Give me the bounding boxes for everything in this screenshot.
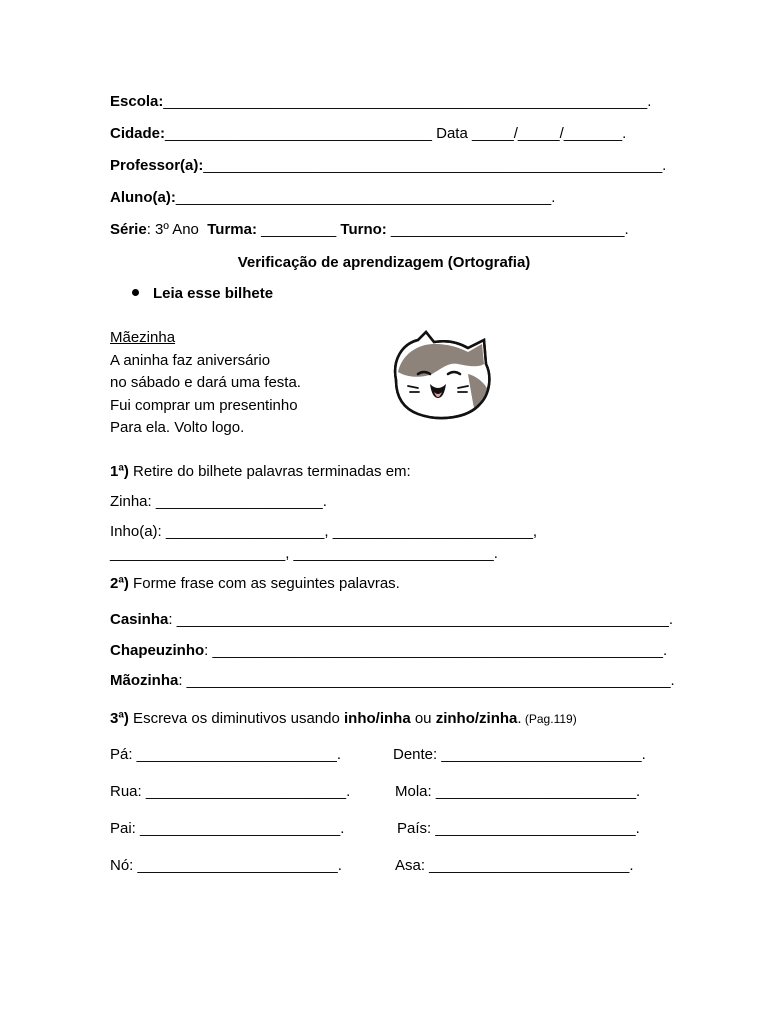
q2-prompt	[110, 575, 400, 593]
chapeuzinho-field[interactable]: : ______________________________________________________.	[204, 642, 668, 659]
q1-zinha-field[interactable]: Zinha: ____________________.	[110, 493, 327, 510]
serie-label: Série	[110, 221, 147, 238]
data-label: Data	[431, 125, 472, 142]
serie-value: : 3º Ano	[146, 221, 208, 238]
note-line: A aninha faz aniversário	[110, 351, 271, 369]
chapeuzinho-label: Chapeuzinho	[110, 642, 205, 659]
aluno-line	[110, 189, 555, 207]
turno-label: Turno:	[340, 221, 387, 238]
casinha-line	[110, 611, 673, 629]
q1-number: 1ª)	[110, 463, 129, 480]
q2-number: 2ª)	[110, 575, 129, 592]
rua-field[interactable]: Rua: ________________________.	[110, 783, 351, 800]
q2-text: Forme frase com as seguintes palavras.	[128, 575, 400, 592]
note-line: no sábado e dará uma festa.	[110, 374, 301, 391]
q3-inho: inho/inha	[344, 710, 411, 727]
page-title: Verificação de aprendizagem (Ortografia)	[237, 254, 531, 271]
casinha-label: Casinha	[110, 611, 169, 628]
q1-text: Retire do bilhete palavras terminadas em:	[128, 463, 411, 480]
note-heading: Mãezinha	[110, 329, 176, 346]
escola-label: Escola:	[110, 93, 164, 110]
maozinha-line	[110, 672, 675, 690]
q3-ou: ou	[410, 710, 436, 727]
escola-field[interactable]: __________________________________________________________.	[163, 93, 652, 110]
note-line: Para ela. Volto logo.	[110, 419, 245, 436]
pais-field[interactable]: País: ________________________.	[397, 820, 640, 837]
q3-dot: .	[517, 710, 522, 727]
cat-face-icon	[388, 330, 494, 422]
bullet-text: Leia esse bilhete	[153, 285, 274, 302]
bullet-item	[132, 285, 273, 302]
q1-inho-field-b[interactable]: _____________________, ________________________.	[110, 545, 498, 562]
turma-field[interactable]: _________	[256, 221, 341, 238]
aluno-field[interactable]: _____________________________________________.	[175, 189, 556, 206]
turma-label: Turma:	[207, 221, 257, 238]
serie-line	[110, 221, 629, 239]
asa-field[interactable]: Asa: ________________________.	[395, 857, 634, 874]
q1-prompt	[110, 463, 411, 481]
note-line: Fui comprar um presentinho	[110, 396, 298, 414]
cidade-line	[110, 125, 626, 143]
pai-field[interactable]: Pai: ________________________.	[110, 820, 345, 837]
escola-line	[110, 93, 651, 111]
maozinha-field[interactable]: : __________________________________________________________.	[178, 672, 675, 689]
professor-line	[110, 157, 666, 175]
cidade-label: Cidade:	[110, 125, 166, 142]
maozinha-label: Mãozinha	[110, 672, 179, 689]
note-block	[110, 327, 301, 440]
no-field[interactable]: Nó: ________________________.	[110, 857, 342, 874]
chapeuzinho-line	[110, 642, 667, 660]
professor-label: Professor(a):	[110, 157, 204, 174]
dente-field[interactable]: Dente: ________________________.	[393, 746, 646, 763]
q3-prompt	[110, 710, 577, 728]
professor-field[interactable]: _______________________________________________________.	[203, 157, 667, 174]
turno-field[interactable]: ____________________________.	[386, 221, 629, 238]
q3-text: Escreva os diminutivos usando	[128, 710, 344, 727]
bullet-dot-icon	[132, 289, 139, 296]
casinha-field[interactable]: : ___________________________________________________________.	[168, 611, 674, 628]
data-field[interactable]: _____/_____/_______.	[472, 125, 627, 142]
aluno-label: Aluno(a):	[110, 189, 176, 206]
pa-field[interactable]: Pá: ________________________.	[110, 746, 342, 763]
q3-page-ref: (Pag.119)	[521, 712, 577, 726]
q3-number: 3ª)	[110, 710, 129, 727]
q3-zinho: zinho/zinha	[435, 710, 518, 727]
mola-field[interactable]: Mola: ________________________.	[395, 783, 641, 800]
cidade-field[interactable]: ________________________________	[165, 125, 432, 142]
q1-inho-field-a[interactable]: Inho(a): ___________________, ________________________,	[110, 523, 538, 540]
